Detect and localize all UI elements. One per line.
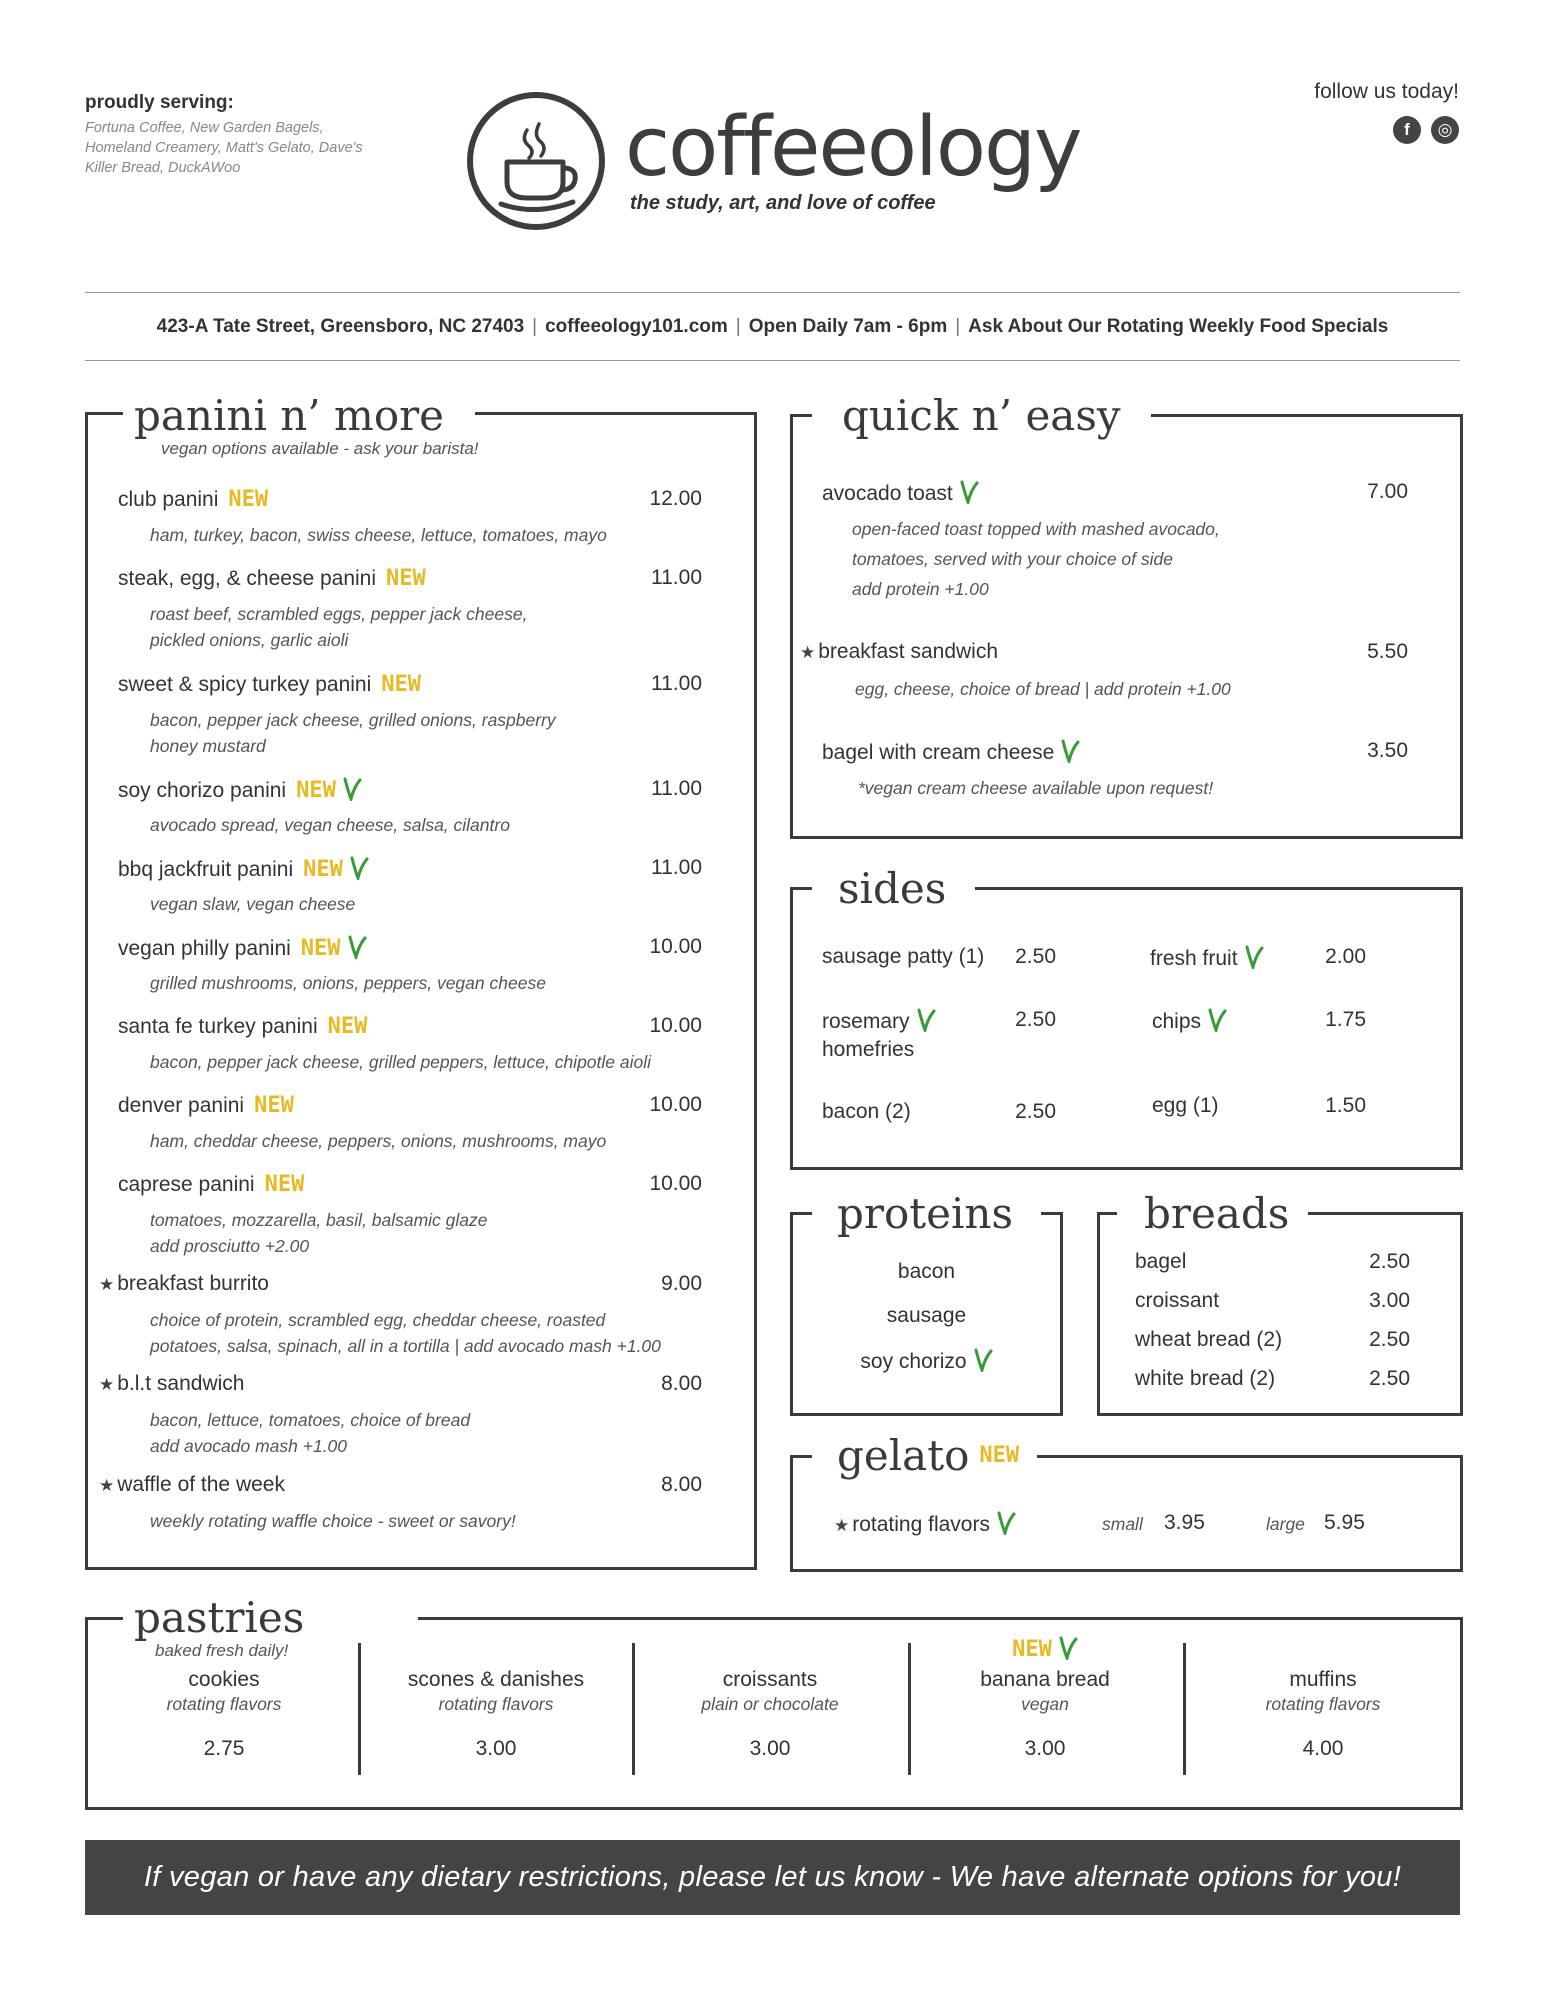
protein-name: bacon	[897, 1260, 956, 1283]
pastry-divider	[1183, 1643, 1186, 1775]
pastry-price: 3.00	[475, 1737, 517, 1760]
quick-title: quick n’ easy	[842, 391, 1121, 440]
menu-item	[99, 1473, 285, 1497]
side-item	[1152, 1094, 1219, 1118]
protein-item	[790, 1260, 1063, 1284]
new-badge: NEW	[300, 936, 341, 961]
bread-price: 2.50	[1369, 1328, 1410, 1351]
pastry-price: 3.00	[1024, 1737, 1066, 1760]
side-name: sausage patty (1)	[822, 945, 985, 968]
side-item	[822, 1008, 936, 1034]
item-description: bacon, lettuce, tomatoes, choice of bread	[150, 1410, 471, 1430]
panini-title: panini n’ more	[134, 391, 445, 440]
pastry-item	[89, 1668, 359, 1761]
side-price: 1.75	[1325, 1008, 1366, 1031]
new-badge: NEW	[381, 672, 422, 697]
menu-item	[118, 935, 367, 961]
pastry-name: banana bread	[980, 1668, 1110, 1691]
side-price: 2.50	[1015, 1100, 1056, 1123]
item-description: add avocado mash +1.00	[150, 1436, 348, 1456]
pastries-subtitle: baked fresh daily!	[155, 1641, 289, 1660]
separator: |	[955, 316, 961, 337]
item-description: tomatoes, mozzarella, basil, balsamic glaze	[150, 1210, 488, 1230]
side-item	[822, 1100, 911, 1124]
pastry-item	[1188, 1668, 1458, 1761]
breads-title: breads	[1144, 1189, 1290, 1238]
side-name: fresh fruit	[1150, 947, 1238, 970]
star-icon: ★	[800, 643, 816, 662]
item-price: 10.00	[649, 1014, 702, 1037]
bread-price: 2.50	[1369, 1250, 1410, 1273]
new-badge: NEW	[327, 1014, 368, 1039]
menu-item	[118, 487, 268, 512]
facebook-icon[interactable]: f	[1393, 116, 1421, 144]
hours: Open Daily 7am - 6pm	[748, 316, 948, 337]
gelato-title-text: gelato	[837, 1431, 970, 1480]
item-price: 8.00	[661, 1372, 702, 1395]
item-name: breakfast burrito	[117, 1272, 269, 1295]
star-icon: ★	[99, 1476, 115, 1495]
menu-item	[822, 480, 979, 506]
side-name: chips	[1152, 1010, 1202, 1033]
pastry-item	[910, 1637, 1180, 1761]
vegan-leaf-icon	[1207, 1008, 1227, 1032]
vegan-leaf-icon	[342, 777, 362, 801]
gelato-item-name: rotating flavors	[852, 1513, 990, 1536]
protein-item	[790, 1304, 1063, 1328]
item-description: honey mustard	[150, 736, 266, 756]
item-name: breakfast sandwich	[818, 640, 999, 663]
new-badge: NEW	[1012, 1637, 1052, 1662]
side-name: rosemary	[822, 1010, 910, 1033]
item-description: *vegan cream cheese available upon request!	[858, 778, 1214, 798]
item-name: steak, egg, & cheese panini	[118, 567, 377, 590]
item-price: 7.00	[1367, 480, 1408, 503]
menu-item	[118, 1172, 304, 1197]
item-description: vegan slaw, vegan cheese	[150, 894, 356, 914]
menu-item	[118, 1093, 294, 1118]
new-badge: NEW	[228, 487, 269, 512]
item-name: santa fe turkey panini	[118, 1015, 318, 1038]
separator: |	[735, 316, 741, 337]
menu-item	[118, 566, 426, 591]
pastry-subtitle: vegan	[1021, 1694, 1069, 1714]
pastry-price: 2.75	[203, 1737, 245, 1760]
item-description: add protein +1.00	[852, 579, 989, 599]
item-name: vegan philly panini	[118, 937, 291, 960]
dietary-footer: If vegan or have any dietary restrictions, please let us know - We have alternate options for you!	[85, 1840, 1460, 1915]
side-name: bacon (2)	[822, 1100, 911, 1123]
bread-name: croissant	[1135, 1289, 1220, 1312]
vegan-leaf-icon	[347, 935, 367, 959]
item-price: 11.00	[651, 777, 702, 800]
item-description: ham, cheddar cheese, peppers, onions, mushrooms, mayo	[150, 1131, 607, 1151]
bread-name: bagel	[1135, 1250, 1187, 1273]
item-price: 9.00	[661, 1272, 702, 1295]
item-name: bagel with cream cheese	[822, 741, 1055, 764]
item-description: choice of protein, scrambled egg, cheddar cheese, roasted	[150, 1310, 606, 1330]
instagram-icon[interactable]: ◎	[1431, 116, 1459, 144]
proudly-serving-heading: proudly serving:	[85, 92, 234, 113]
pastry-item	[361, 1668, 631, 1761]
pastry-subtitle: rotating flavors	[438, 1694, 554, 1714]
proteins-title: proteins	[837, 1189, 1014, 1238]
protein-name: soy chorizo	[860, 1350, 967, 1373]
side-price: 2.00	[1325, 945, 1366, 968]
side-item	[822, 945, 984, 969]
pastry-name: cookies	[188, 1668, 260, 1691]
protein-name: sausage	[886, 1304, 967, 1327]
new-badge: NEW	[296, 778, 336, 803]
item-price: 5.50	[1367, 640, 1408, 663]
new-badge: NEW	[386, 566, 426, 591]
pastry-subtitle: rotating flavors	[166, 1694, 282, 1714]
pastry-name: croissants	[722, 1668, 818, 1691]
pastries-title: pastries	[134, 1593, 305, 1642]
star-icon: ★	[99, 1275, 115, 1294]
item-description: avocado spread, vegan cheese, salsa, cilantro	[150, 815, 510, 835]
item-description: ham, turkey, bacon, swiss cheese, lettuce, tomatoes, mayo	[150, 525, 607, 545]
item-name: b.l.t sandwich	[117, 1372, 245, 1395]
new-badge: NEW	[264, 1172, 305, 1197]
item-name: waffle of the week	[117, 1473, 285, 1496]
gelato-large-price: 5.95	[1324, 1511, 1365, 1534]
coffee-cup-logo-icon	[465, 90, 607, 232]
social-links	[1393, 116, 1459, 144]
address: 423-A Tate Street, Greensboro, NC 27403	[156, 316, 525, 337]
item-price: 10.00	[649, 935, 702, 958]
separator: |	[532, 316, 538, 337]
new-badge: NEW	[254, 1093, 294, 1118]
pastry-item	[635, 1668, 905, 1761]
item-description: grilled mushrooms, onions, peppers, vegan cheese	[150, 973, 546, 993]
item-name: denver panini	[118, 1094, 245, 1117]
new-badge: NEW	[979, 1443, 1020, 1468]
divider-bottom	[85, 360, 1460, 361]
menu-item	[118, 672, 421, 697]
vegan-leaf-icon	[1244, 945, 1264, 969]
item-description: weekly rotating waffle choice - sweet or savory!	[150, 1511, 516, 1531]
menu-item	[822, 739, 1080, 765]
brand-name: coffeeology	[625, 100, 1081, 195]
item-name: caprese panini	[118, 1173, 255, 1196]
side-name: egg (1)	[1152, 1094, 1219, 1117]
vegan-leaf-icon	[1058, 1636, 1078, 1660]
item-price: 10.00	[649, 1093, 702, 1116]
menu-item	[99, 1272, 269, 1296]
item-price: 3.50	[1367, 739, 1408, 762]
website-link[interactable]: coffeeology101.com	[545, 316, 728, 337]
gelato-item	[834, 1511, 1016, 1537]
item-price: 10.00	[649, 1172, 702, 1195]
new-badge: NEW	[303, 857, 343, 882]
item-name: soy chorizo panini	[118, 779, 287, 802]
menu-item	[118, 777, 362, 803]
pastry-subtitle: rotating flavors	[1265, 1694, 1381, 1714]
item-price: 11.00	[651, 856, 702, 879]
panini-subtitle: vegan options available - ask your barista!	[161, 439, 479, 458]
side-item	[1150, 945, 1264, 971]
bread-name: white bread (2)	[1135, 1367, 1276, 1390]
gelato-title	[837, 1431, 1020, 1480]
pastry-price: 4.00	[1302, 1737, 1344, 1760]
item-description: bacon, pepper jack cheese, grilled peppers, lettuce, chipotle aioli	[150, 1052, 652, 1072]
item-description: tomatoes, served with your choice of side	[852, 549, 1173, 569]
item-description: bacon, pepper jack cheese, grilled onions, raspberry	[150, 710, 556, 730]
pastry-price: 3.00	[749, 1737, 791, 1760]
divider-top	[85, 292, 1460, 293]
gelato-large-label: large	[1266, 1514, 1305, 1534]
side-price: 1.50	[1325, 1094, 1366, 1117]
bread-price: 3.00	[1369, 1289, 1410, 1312]
item-name: bbq jackfruit panini	[118, 858, 294, 881]
side-price: 2.50	[1015, 945, 1056, 968]
menu-item	[118, 1014, 367, 1039]
pastry-name: muffins	[1289, 1668, 1357, 1691]
vegan-leaf-icon	[1060, 739, 1080, 763]
side-item	[1152, 1008, 1227, 1034]
specials-note: Ask About Our Rotating Weekly Food Specials	[968, 316, 1389, 337]
bread-name: wheat bread (2)	[1135, 1328, 1283, 1351]
pastry-name: scones & danishes	[407, 1668, 585, 1691]
item-price: 11.00	[651, 672, 702, 695]
side-name-line2: homefries	[822, 1038, 915, 1061]
item-description: open-faced toast topped with mashed avocado,	[852, 519, 1220, 539]
item-name: avocado toast	[822, 482, 953, 505]
vegan-leaf-icon	[996, 1511, 1016, 1535]
pastry-subtitle: plain or chocolate	[701, 1694, 839, 1714]
item-name: sweet & spicy turkey panini	[118, 673, 372, 696]
vegan-leaf-icon	[959, 480, 979, 504]
item-price: 8.00	[661, 1473, 702, 1496]
item-description: roast beef, scrambled eggs, pepper jack cheese,	[150, 604, 528, 624]
brand-tagline: the study, art, and love of coffee	[630, 192, 936, 214]
gelato-small-label: small	[1102, 1514, 1143, 1534]
side-price: 2.50	[1015, 1008, 1056, 1031]
pastry-new-badge-row	[910, 1636, 1180, 1662]
menu-item	[99, 1372, 244, 1396]
follow-us-label: follow us today!	[1314, 80, 1459, 103]
protein-item	[790, 1348, 1063, 1374]
bread-price: 2.50	[1369, 1367, 1410, 1390]
item-description: add prosciutto +2.00	[150, 1236, 310, 1256]
vegan-leaf-icon	[973, 1348, 993, 1372]
menu-item	[118, 856, 369, 882]
partner-list: Fortuna Coffee, New Garden Bagels, Homeland Creamery, Matt's Gelato, Dave's Killer Bread, DuckAWoo	[85, 120, 363, 176]
item-price: 12.00	[649, 487, 702, 510]
item-price: 11.00	[651, 566, 702, 589]
item-description: pickled onions, garlic aioli	[150, 630, 349, 650]
item-description: egg, cheese, choice of bread | add protein +1.00	[855, 679, 1231, 699]
star-icon: ★	[99, 1375, 115, 1394]
menu-item	[800, 640, 998, 664]
vegan-leaf-icon	[349, 856, 369, 880]
info-bar	[85, 316, 1460, 338]
vegan-leaf-icon	[916, 1008, 936, 1032]
star-icon: ★	[834, 1516, 850, 1535]
sides-title: sides	[838, 864, 947, 913]
item-name: club panini	[118, 488, 219, 511]
item-description: potatoes, salsa, spinach, all in a tortilla | add avocado mash +1.00	[150, 1336, 661, 1356]
gelato-small-price: 3.95	[1164, 1511, 1205, 1534]
